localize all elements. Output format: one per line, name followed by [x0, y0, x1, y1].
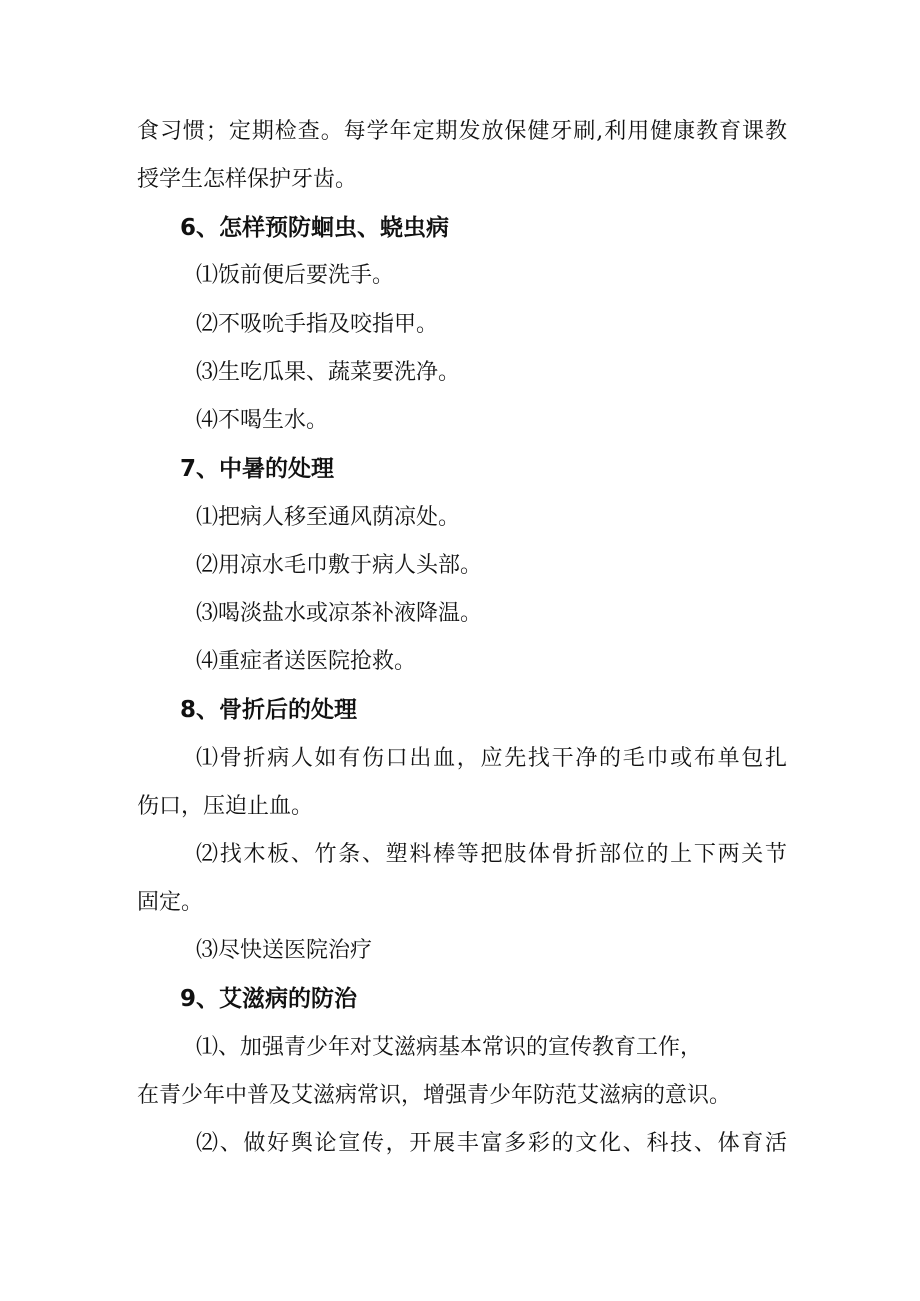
- section-heading: 8、骨折后的处理: [180, 697, 358, 723]
- list-item: ⑴、加强青少年对艾滋病基本常识的宣传教育工作，: [196, 1035, 703, 1060]
- body-text-line: 食习惯；定期检查。每学年定期发放保健牙刷,利用健康教育课教: [137, 119, 787, 144]
- list-item: ⑷不喝生水。: [196, 408, 329, 433]
- list-item: ⑵不吸吮手指及咬指甲。: [196, 312, 439, 337]
- body-text-line: 在青少年中普及艾滋病常识，增强青少年防范艾滋病的意识。: [137, 1083, 732, 1108]
- list-item: ⑵找木板、竹条、塑料棒等把肢体骨折部位的上下两关节: [196, 842, 787, 867]
- list-item: ⑶尽快送医院治疗: [196, 938, 373, 963]
- body-text-line: 伤口，压迫止血。: [137, 794, 314, 819]
- list-item: ⑶生吃瓜果、蔬菜要洗净。: [196, 360, 461, 385]
- list-item: ⑴把病人移至通风荫凉处。: [196, 505, 461, 530]
- section-heading: 9、艾滋病的防治: [180, 986, 358, 1012]
- list-item: ⑵用凉水毛巾敷于病人头部。: [196, 553, 483, 578]
- list-item: ⑷重症者送医院抢救。: [196, 649, 417, 674]
- list-item: ⑶喝淡盐水或凉茶补液降温。: [196, 601, 483, 626]
- list-item: ⑵、做好舆论宣传，开展丰富多彩的文化、科技、体育活: [196, 1131, 787, 1156]
- list-item: ⑴骨折病人如有伤口出血，应先找干净的毛巾或布单包扎: [196, 746, 787, 771]
- body-text-line: 授学生怎样保护牙齿。: [137, 167, 358, 192]
- section-heading: 6、怎样预防蛔虫、蛲虫病: [180, 215, 450, 241]
- section-heading: 7、中暑的处理: [180, 456, 335, 482]
- list-item: ⑴饭前便后要洗手。: [196, 263, 395, 288]
- body-text-line: 固定。: [137, 890, 204, 915]
